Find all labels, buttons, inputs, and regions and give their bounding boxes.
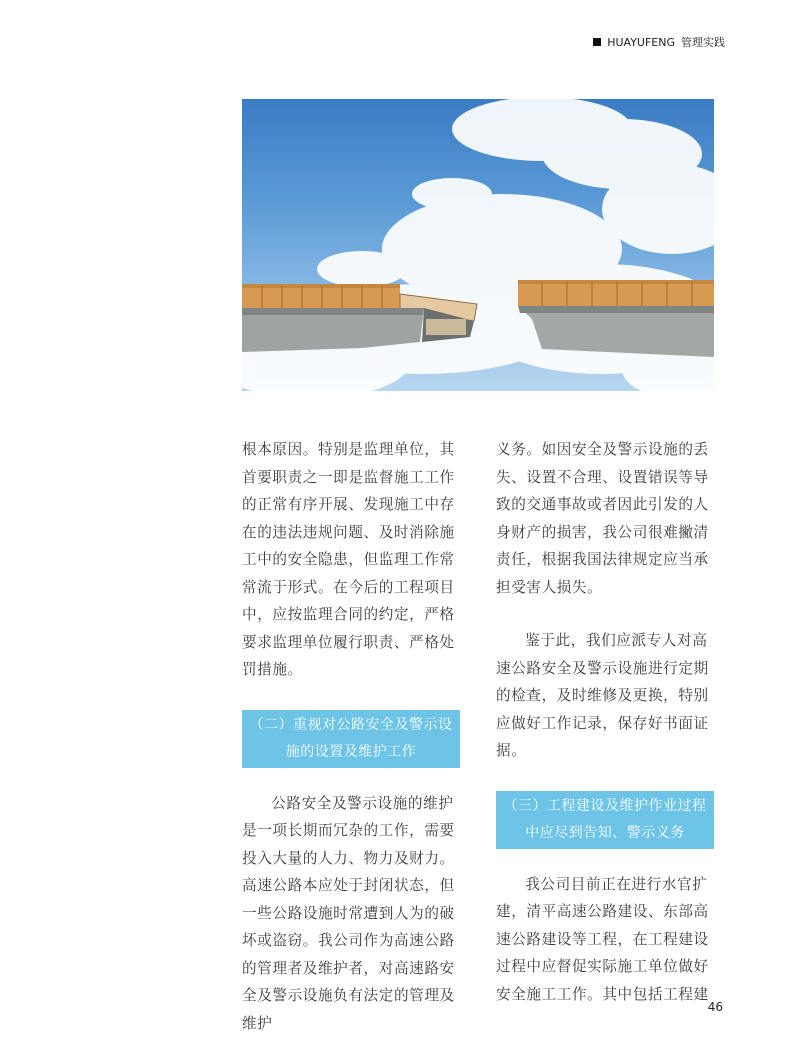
- right-column: [496, 436, 714, 1008]
- body-paragraph: 鉴于此，我们应派专人对高速公路安全及警示设施进行定期的检查，及时维修及更换，特别应做好工作记录，保存好书面证据。: [496, 632, 709, 759]
- right-bridge-span: [518, 280, 714, 357]
- square-bullet-icon: [593, 38, 601, 46]
- running-header: [593, 34, 725, 50]
- body-paragraph: 我公司目前正在进行水官扩建，清平高速公路建设、东部高速公路建设等工程，在工程建设过程中应督促实际施工单位做好安全施工工作。其中包括工程建: [496, 875, 709, 1003]
- section-heading-two: （二）重视对公路安全及警示设 施的设置及维护工作: [242, 710, 460, 768]
- left-column: [242, 436, 460, 1037]
- header-section: 管理实践: [681, 36, 725, 49]
- page-number: 46: [707, 1000, 723, 1014]
- body-paragraph: 义务。如因安全及警示设施的丢失、设置不合理、设置错误等导致的交通事故或者因此引发的人身财产的损害，我公司很难撇清责任，根据我国法律规定应当承担受害人损失。: [496, 441, 709, 596]
- header-brand: HUAYUFENG: [607, 35, 675, 49]
- broken-bridge-photo: [242, 99, 714, 391]
- body-paragraph: 公路安全及警示设施的维护是一项长期而冗杂的工作，需要投入大量的人力、物力及财力。高速公路本应处于封闭状态，但一些公路设施时常遭到人为的破坏或盗窃。我公司作为高速公路的管理者及维护者，对高速路安全及警示设施负有法定的管理及维护: [242, 794, 455, 1032]
- body-paragraph: 根本原因。特别是监理单位，其首要职责之一即是监督施工工作的正常有序开展、发现施工中存在的违法违规问题、及时消除施工中的安全隐患，但监理工作常常流于形式。在今后的工程项目中，应按监理合同的约定，严格要求监理单位履行职责、严格处罚措施。: [242, 441, 455, 678]
- section-heading-three: （三）工程建设及维护作业过程 中应尽到告知、警示义务: [496, 791, 714, 849]
- bridge-illustration: [242, 99, 714, 391]
